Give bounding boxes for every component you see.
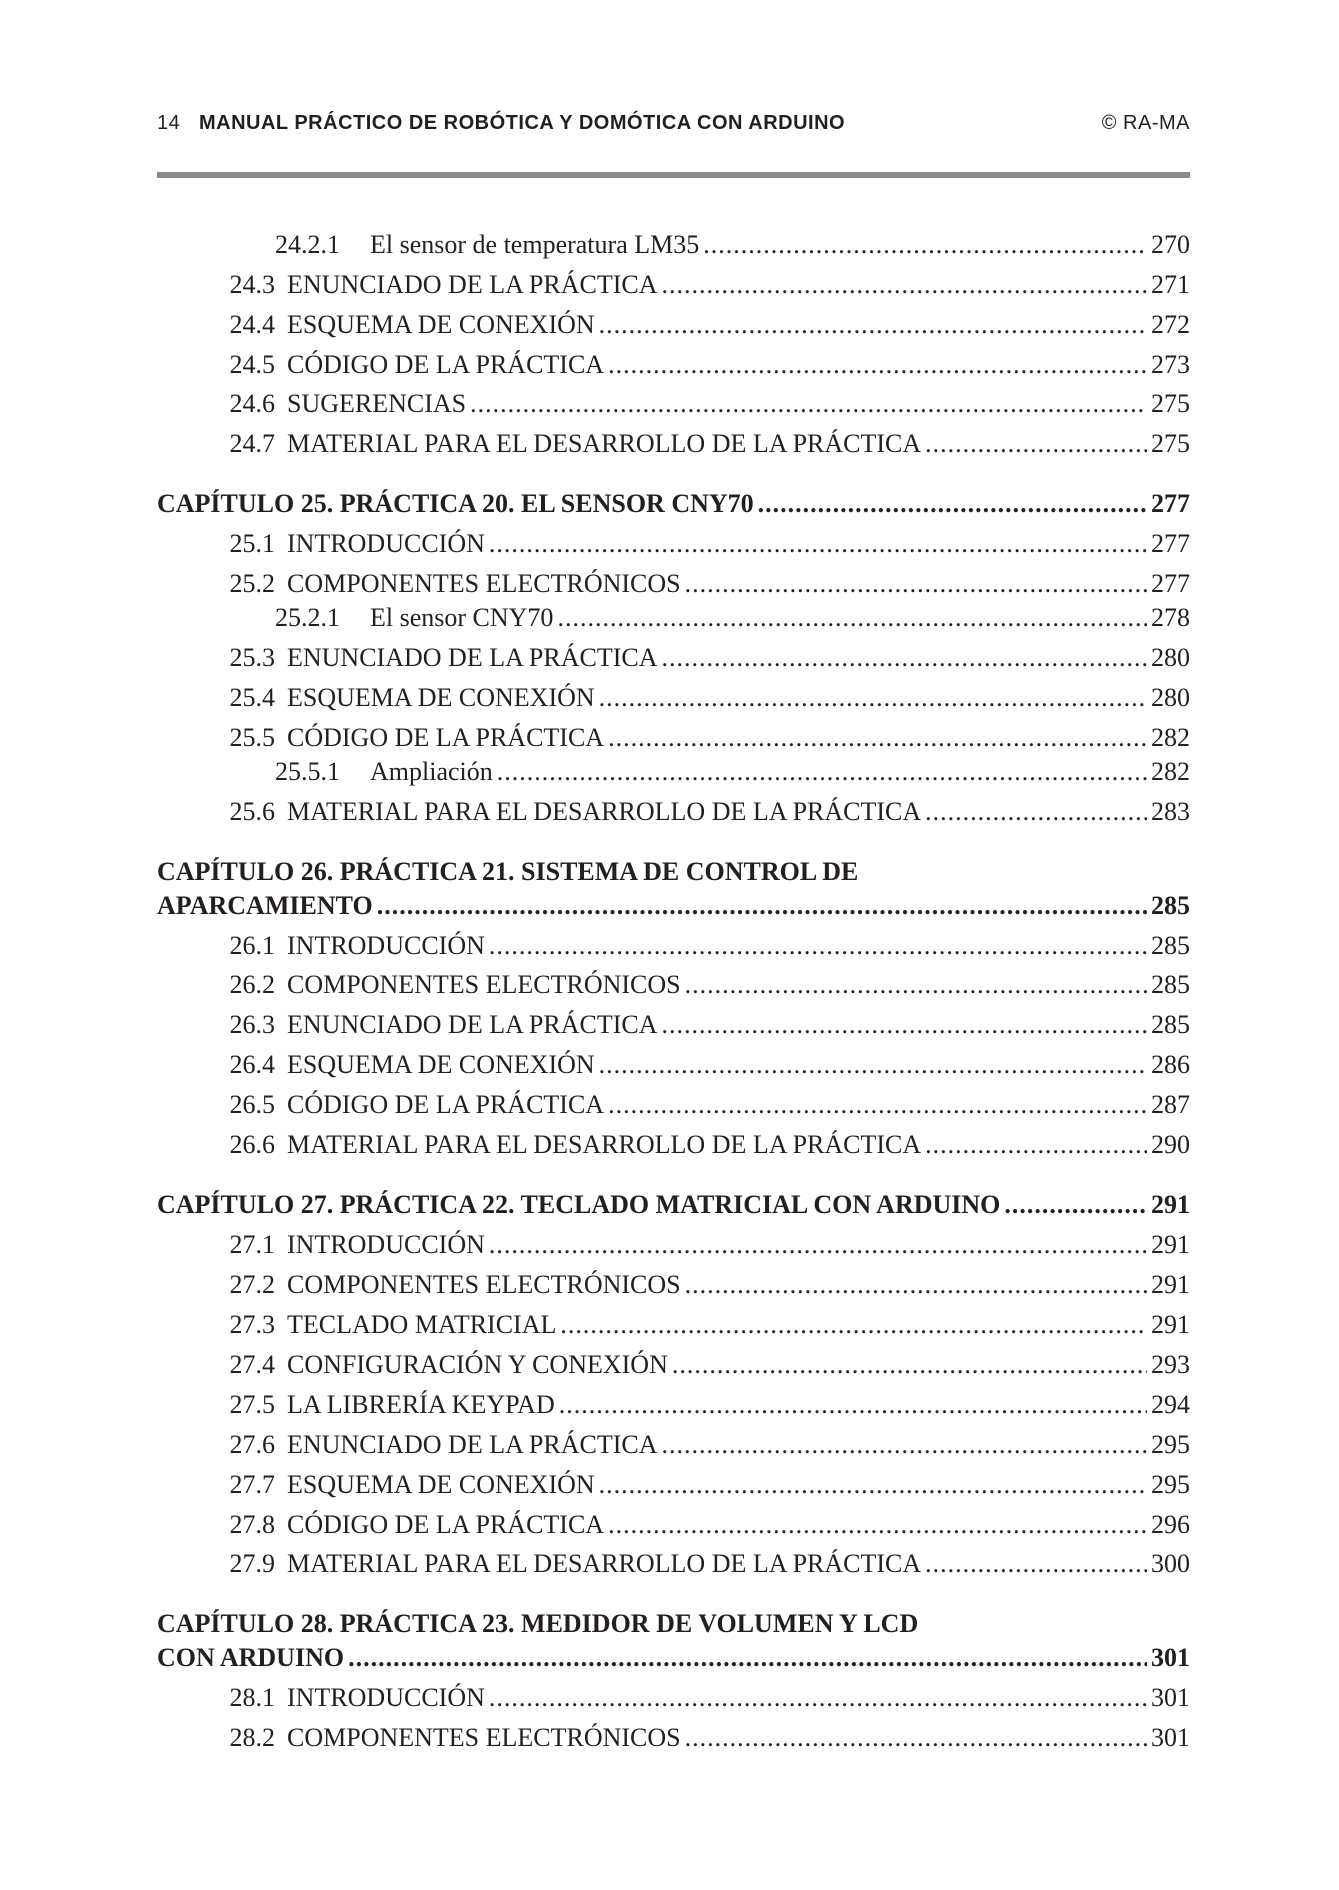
toc-page: 282 xyxy=(1151,723,1190,752)
toc-page: 285 xyxy=(1151,1010,1190,1039)
toc-title: ENUNCIADO DE LA PRÁCTICA xyxy=(287,643,658,672)
toc-title: CÓDIGO DE LA PRÁCTICA xyxy=(287,1510,605,1539)
toc-entry xyxy=(157,1508,1190,1542)
toc-number: 25.5.1 xyxy=(275,757,340,786)
toc-number: 24.6 xyxy=(229,389,275,418)
toc-page: 270 xyxy=(1151,230,1190,259)
dot-leader xyxy=(377,889,1147,923)
toc-page: 291 xyxy=(1151,1270,1190,1299)
toc-page: 280 xyxy=(1151,683,1190,712)
toc-page: 278 xyxy=(1151,603,1190,632)
dot-leader xyxy=(599,1048,1147,1082)
dot-leader xyxy=(672,1348,1147,1382)
toc-title: MATERIAL PARA EL DESARROLLO DE LA PRÁCTICA xyxy=(287,1549,922,1578)
toc-title: INTRODUCCIÓN xyxy=(287,529,485,558)
toc-title: ESQUEMA DE CONEXIÓN xyxy=(287,1470,595,1499)
dot-leader xyxy=(1004,1188,1147,1222)
dot-leader xyxy=(489,527,1147,561)
dot-leader xyxy=(662,268,1148,302)
toc-entry xyxy=(157,1721,1190,1755)
toc-number: 27.9 xyxy=(229,1549,275,1578)
toc-entry xyxy=(157,268,1190,302)
toc-entry xyxy=(157,968,1190,1002)
toc-title: El sensor CNY70 xyxy=(370,603,554,632)
toc-number: 24.7 xyxy=(229,429,275,458)
dot-leader xyxy=(489,1228,1147,1262)
toc-title: MATERIAL PARA EL DESARROLLO DE LA PRÁCTICA xyxy=(287,797,922,826)
toc-entry xyxy=(157,348,1190,382)
dot-leader xyxy=(599,1468,1147,1502)
toc-entry xyxy=(157,387,1190,421)
toc-entry xyxy=(157,1228,1190,1262)
toc-title: ESQUEMA DE CONEXIÓN xyxy=(287,310,595,339)
toc-number: 25.6 xyxy=(229,797,275,826)
toc-title: COMPONENTES ELECTRÓNICOS xyxy=(287,569,681,598)
toc-title: SUGERENCIAS xyxy=(287,389,467,418)
toc-number: 27.1 xyxy=(229,1230,275,1259)
toc-title: TECLADO MATRICIAL xyxy=(287,1310,557,1339)
toc-title: El sensor de temperatura LM35 xyxy=(370,230,700,259)
toc-title: INTRODUCCIÓN xyxy=(287,931,485,960)
dot-leader xyxy=(608,721,1147,755)
toc-page: 301 xyxy=(1151,1683,1190,1712)
toc-entry xyxy=(157,1088,1190,1122)
toc-chapter xyxy=(157,487,1190,521)
page-number: 14 xyxy=(157,112,181,134)
toc-number: 26.4 xyxy=(229,1050,275,1079)
dot-leader xyxy=(685,1721,1147,1755)
toc-number: 24.5 xyxy=(229,350,275,379)
toc-title: MATERIAL PARA EL DESARROLLO DE LA PRÁCTICA xyxy=(287,429,922,458)
toc-page: 290 xyxy=(1151,1130,1190,1159)
toc-page: 275 xyxy=(1151,429,1190,458)
toc-entry xyxy=(157,228,1190,262)
toc-title: INTRODUCCIÓN xyxy=(287,1683,485,1712)
dot-leader xyxy=(557,601,1147,635)
dot-leader xyxy=(758,487,1147,521)
toc-page: 296 xyxy=(1151,1510,1190,1539)
toc-page: 280 xyxy=(1151,643,1190,672)
toc-title: COMPONENTES ELECTRÓNICOS xyxy=(287,1723,681,1752)
toc-entry xyxy=(157,1348,1190,1382)
toc-entry xyxy=(157,1681,1190,1715)
toc-title: COMPONENTES ELECTRÓNICOS xyxy=(287,970,681,999)
toc-page: 301 xyxy=(1151,1643,1190,1672)
toc-page: 282 xyxy=(1151,757,1190,786)
toc-number: 26.6 xyxy=(229,1130,275,1159)
toc-entry xyxy=(157,1128,1190,1162)
toc-chapter xyxy=(157,1188,1190,1222)
dot-leader xyxy=(608,1508,1147,1542)
toc-entry xyxy=(157,929,1190,963)
toc-page: 285 xyxy=(1151,970,1190,999)
dot-leader xyxy=(608,348,1147,382)
toc-entry xyxy=(157,1547,1190,1581)
dot-leader xyxy=(703,228,1147,262)
dot-leader xyxy=(559,1388,1147,1422)
toc-entry xyxy=(157,527,1190,561)
toc-chapter xyxy=(157,889,1190,923)
toc-number: 28.1 xyxy=(229,1683,275,1712)
dot-leader xyxy=(925,1547,1147,1581)
toc-page: 291 xyxy=(1151,1190,1190,1219)
toc-page: 295 xyxy=(1151,1470,1190,1499)
chapter-title: CAPÍTULO 28. PRÁCTICA 23. MEDIDOR DE VOLUMEN Y LCD xyxy=(157,1609,919,1638)
toc-title: CÓDIGO DE LA PRÁCTICA xyxy=(287,723,605,752)
toc-title: ENUNCIADO DE LA PRÁCTICA xyxy=(287,1430,658,1459)
toc-page: 277 xyxy=(1151,529,1190,558)
dot-leader xyxy=(348,1641,1147,1675)
toc-number: 26.1 xyxy=(229,931,275,960)
dot-leader xyxy=(489,929,1147,963)
toc-title: Ampliación xyxy=(370,757,493,786)
toc-entry xyxy=(157,567,1190,601)
toc-page: 287 xyxy=(1151,1090,1190,1119)
toc-number: 24.2.1 xyxy=(275,230,340,259)
dot-leader xyxy=(497,755,1147,789)
toc-number: 28.2 xyxy=(229,1723,275,1752)
toc-entry xyxy=(157,1428,1190,1462)
toc-number: 27.8 xyxy=(229,1510,275,1539)
toc-page: 277 xyxy=(1151,569,1190,598)
toc-title: ESQUEMA DE CONEXIÓN xyxy=(287,683,595,712)
toc-number: 26.5 xyxy=(229,1090,275,1119)
dot-leader xyxy=(608,1088,1147,1122)
dot-leader xyxy=(662,1008,1148,1042)
publisher-mark: © RA-MA xyxy=(1101,112,1190,134)
toc-entry xyxy=(157,755,1190,789)
toc-title: COMPONENTES ELECTRÓNICOS xyxy=(287,1270,681,1299)
toc-entry xyxy=(157,1388,1190,1422)
toc-page: 294 xyxy=(1151,1390,1190,1419)
dot-leader xyxy=(685,567,1147,601)
running-header xyxy=(157,112,1190,142)
toc-page: 300 xyxy=(1151,1549,1190,1578)
toc-number: 25.5 xyxy=(229,723,275,752)
toc-number: 27.3 xyxy=(229,1310,275,1339)
toc-title: ENUNCIADO DE LA PRÁCTICA xyxy=(287,1010,658,1039)
toc-title: CÓDIGO DE LA PRÁCTICA xyxy=(287,350,605,379)
toc-title: INTRODUCCIÓN xyxy=(287,1230,485,1259)
toc-page: 291 xyxy=(1151,1230,1190,1259)
chapter-title-continued: APARCAMIENTO xyxy=(157,891,373,920)
toc-page: 273 xyxy=(1151,350,1190,379)
toc-chapter xyxy=(157,1641,1190,1675)
toc-number: 24.3 xyxy=(229,270,275,299)
toc-entry xyxy=(157,1008,1190,1042)
toc-entry xyxy=(157,721,1190,755)
toc-page: 285 xyxy=(1151,931,1190,960)
toc-entry xyxy=(157,1048,1190,1082)
dot-leader xyxy=(470,387,1147,421)
toc-entry xyxy=(157,1308,1190,1342)
toc-page: 295 xyxy=(1151,1430,1190,1459)
toc-title: ENUNCIADO DE LA PRÁCTICA xyxy=(287,270,658,299)
dot-leader xyxy=(925,1128,1147,1162)
toc-entry xyxy=(157,641,1190,675)
dot-leader xyxy=(925,427,1147,461)
toc-number: 25.2 xyxy=(229,569,275,598)
dot-leader xyxy=(599,681,1147,715)
toc-entry xyxy=(157,427,1190,461)
toc-number: 27.5 xyxy=(229,1390,275,1419)
toc-number: 27.4 xyxy=(229,1350,275,1379)
dot-leader xyxy=(560,1308,1147,1342)
toc-page: 293 xyxy=(1151,1350,1190,1379)
toc-number: 27.2 xyxy=(229,1270,275,1299)
chapter-title-continued: CON ARDUINO xyxy=(157,1643,345,1672)
chapter-title: CAPÍTULO 25. PRÁCTICA 20. EL SENSOR CNY70 xyxy=(157,489,754,518)
toc-number: 25.2.1 xyxy=(275,603,340,632)
toc-entry xyxy=(157,601,1190,635)
dot-leader xyxy=(925,795,1147,829)
toc-number: 24.4 xyxy=(229,310,275,339)
dot-leader xyxy=(685,968,1147,1002)
dot-leader xyxy=(599,308,1147,342)
chapter-title: CAPÍTULO 26. PRÁCTICA 21. SISTEMA DE CONTROL DE xyxy=(157,857,859,886)
toc-page: 283 xyxy=(1151,797,1190,826)
toc-number: 26.3 xyxy=(229,1010,275,1039)
dot-leader xyxy=(489,1681,1147,1715)
toc-page: 285 xyxy=(1151,891,1190,920)
book-title: MANUAL PRÁCTICO DE ROBÓTICA Y DOMÓTICA CON ARDUINO xyxy=(199,112,846,134)
toc-number: 26.2 xyxy=(229,970,275,999)
toc-entry xyxy=(157,1468,1190,1502)
toc-page: 286 xyxy=(1151,1050,1190,1079)
toc-title: LA LIBRERÍA KEYPAD xyxy=(287,1390,555,1419)
dot-leader xyxy=(662,1428,1148,1462)
toc-number: 25.3 xyxy=(229,643,275,672)
toc-title: CÓDIGO DE LA PRÁCTICA xyxy=(287,1090,605,1119)
toc-entry xyxy=(157,681,1190,715)
toc-entry xyxy=(157,795,1190,829)
toc-page: 277 xyxy=(1151,489,1190,518)
toc-title: MATERIAL PARA EL DESARROLLO DE LA PRÁCTICA xyxy=(287,1130,922,1159)
header-rule xyxy=(157,172,1190,178)
toc-entry xyxy=(157,1268,1190,1302)
toc-number: 25.4 xyxy=(229,683,275,712)
chapter-title: CAPÍTULO 27. PRÁCTICA 22. TECLADO MATRICIAL CON ARDUINO xyxy=(157,1190,1001,1219)
toc-title: CONFIGURACIÓN Y CONEXIÓN xyxy=(287,1350,668,1379)
toc-page: 272 xyxy=(1151,310,1190,339)
toc-number: 27.7 xyxy=(229,1470,275,1499)
toc-page: 275 xyxy=(1151,389,1190,418)
toc-page: 271 xyxy=(1151,270,1190,299)
dot-leader xyxy=(662,641,1148,675)
toc-page: 301 xyxy=(1151,1723,1190,1752)
dot-leader xyxy=(685,1268,1147,1302)
toc-number: 25.1 xyxy=(229,529,275,558)
toc-entry xyxy=(157,308,1190,342)
toc-number: 27.6 xyxy=(229,1430,275,1459)
toc-title: ESQUEMA DE CONEXIÓN xyxy=(287,1050,595,1079)
toc-page: 291 xyxy=(1151,1310,1190,1339)
